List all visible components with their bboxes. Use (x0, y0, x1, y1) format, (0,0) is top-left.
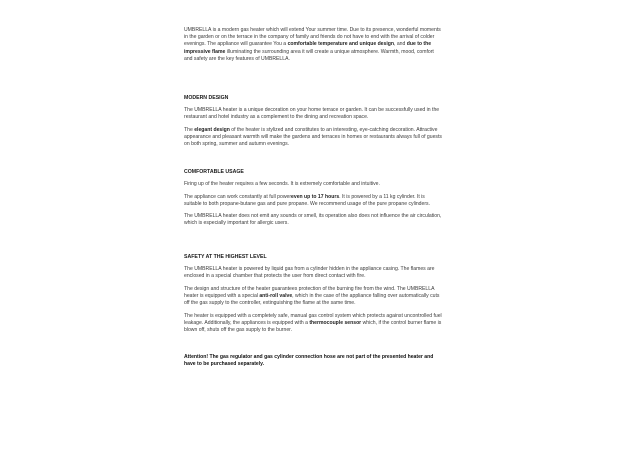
comfortable-usage-heading: COMFORTABLE USAGE (184, 169, 244, 175)
safety-section (184, 254, 442, 339)
highlight-17-hours: even up to 17 hours (291, 193, 340, 200)
modern-design-paragraph-2: The elegant design of the heater is stylized and constitutes to an interesting, eye-catching decoration. Attractive appearance and pleasant warmth will make the gardens and terraces in homes or restaurants always full of guests on both spring, summer and autumn evenings. (184, 126, 442, 148)
highlight-elegant-design: elegant design (194, 126, 230, 133)
intro-section (184, 27, 442, 68)
attention-section (184, 354, 442, 374)
highlight-anti-roll-valve: anti-roll valve (259, 292, 293, 299)
highlight-flame: due to the impressive flame (184, 41, 432, 55)
safety-paragraph-2: The design and structure of the heater guarantees protection of the burning fire from the wind. The UMBRELLA heater is equipped with a special anti-roll valve, which in the case of the appliance falling over automatically cuts off the gas supply to the controller, extinguishing the flame at the same time. (184, 285, 440, 307)
comfortable-usage-paragraph-2: The appliance can work constantly at full powereven up to 17 hours. It is powered by a 11 kg cylinder. It is suitable to both propane-butane gas and pure propane. We recommend usage of the pure propane cylinders. (184, 193, 430, 207)
intro-paragraph: UMBRELLA is a modern gas heater which will extend Your summer time. Due to its presence, wonderful moments in the garden or on the terrace in the company of family and friends do not have to end with the arrival of colder evenings. The appliance will guarantee You a comfortable temperature and unique design, and due to the impressive flame illuminating the surrounding area it will create a unique atmosphere. Warmth, mood, comfort and safety are the key features of UMBRELLA. (184, 27, 441, 62)
comfortable-usage-paragraph-1: Firing up of the heater requires a few seconds. It is extremely comfortable and intuitive. (184, 181, 380, 188)
safety-paragraph-1: The UMBRELLA heater is powered by liquid gas from a cylinder hidden in the appliance casing. The flames are enclosed in a special chamber that protects the user from direct contact with fire. (184, 266, 435, 280)
highlight-thermocouple-sensor: thermocouple sensor (309, 319, 362, 326)
modern-design-section (184, 95, 442, 154)
highlight-comfort-design: comfortable temperature and unique design (287, 41, 394, 48)
comfortable-usage-section (184, 169, 442, 233)
safety-heading: SAFETY AT THE HIGHEST LEVEL (184, 254, 267, 260)
safety-paragraph-3: The heater is equipped with a completely safe, manual gas control system which protects against uncontrolled fuel leakage. Additionally, the appliances is equipped with a thermocouple sensor which, if the control burner flame is blown off, shuts off the gas supply to the burner. (184, 312, 442, 333)
attention-note: Attention! The gas regulator and gas cylinder connection hose are not part of the presented heater and have to be purchased separately. (184, 354, 434, 368)
modern-design-paragraph-1: The UMBRELLA heater is a unique decoration on your home terrace or garden. It can be successfully used in the restaurant and hotel industry as a complement to the dining and recreation space. (184, 107, 440, 121)
modern-design-heading: MODERN DESIGN (184, 95, 229, 101)
comfortable-usage-paragraph-3: The UMBRELLA heater does not emit any sounds or smell, its operation also does not influence the air circulation, which is especially important for allergic users. (184, 213, 442, 227)
